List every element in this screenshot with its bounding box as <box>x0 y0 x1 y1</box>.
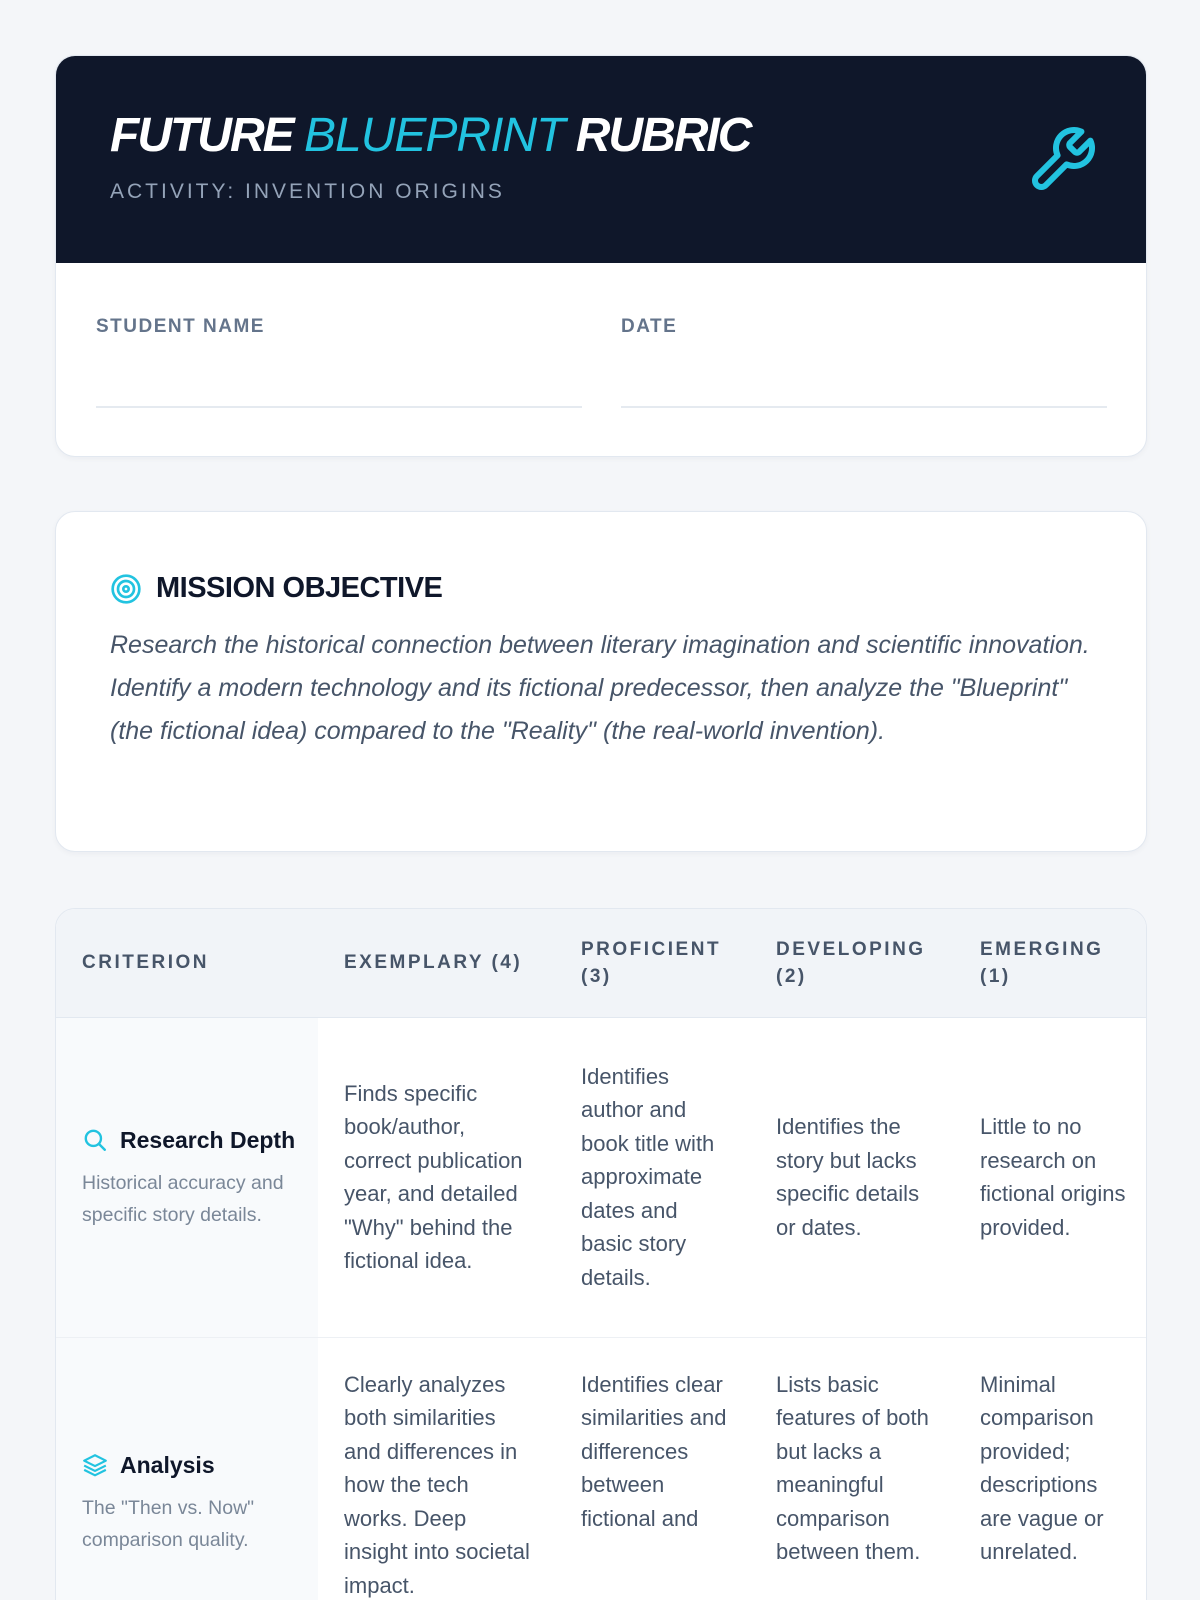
wrench-icon <box>1026 124 1098 196</box>
title-word-blueprint: BLUEPRINT <box>304 109 565 162</box>
page-title <box>110 109 751 162</box>
activity-subtitle: ACTIVITY: INVENTION ORIGINS <box>110 180 505 203</box>
criterion-name: Analysis <box>120 1451 215 1478</box>
exemplary-cell: Clearly analyzes both similarities and differences in how the tech works. Deep insight into societal impact. <box>318 1337 555 1600</box>
criterion-description: The "Then vs. Now" comparison quality. <box>82 1496 255 1551</box>
target-icon <box>110 573 142 605</box>
date-label: DATE <box>621 316 678 337</box>
student-name-field[interactable] <box>96 316 582 338</box>
criterion-name: Research Depth <box>120 1126 296 1153</box>
criterion-description: Historical accuracy and specific story details. <box>82 1171 284 1226</box>
header-emerging: EMERGING (1) <box>954 909 1147 1017</box>
proficient-cell: Identifies author and book title with approximate dates and basic story details. <box>555 1017 750 1337</box>
emerging-cell: Minimal comparison provided; descriptions are vague or unrelated. <box>954 1337 1147 1600</box>
objective-title: MISSION OBJECTIVE <box>156 572 443 604</box>
rubric-table-card <box>55 908 1147 1600</box>
header-proficient: PROFICIENT (3) <box>555 909 750 1017</box>
header-card <box>55 55 1147 457</box>
developing-cell: Identifies the story but lacks specific details or dates. <box>750 1017 954 1337</box>
student-name-label: STUDENT NAME <box>96 316 265 337</box>
exemplary-cell: Finds specific book/author, correct publication year, and detailed "Why" behind the fictional idea. <box>318 1017 555 1337</box>
criterion-cell <box>56 1337 318 1600</box>
objective-text: Research the historical connection between literary imagination and scientific innovation. Identify a modern technology and its fictional predecessor, then analyze the "Blueprint" (the fictional idea) compared to the "Reality" (the real-world invention). <box>110 631 1090 745</box>
table-row <box>56 1017 1147 1337</box>
header-criterion: CRITERION <box>56 909 318 1017</box>
header-developing: DEVELOPING (2) <box>750 909 954 1017</box>
date-line[interactable] <box>621 406 1107 408</box>
proficient-cell: Identifies clear similarities and differences between fictional and <box>555 1337 750 1600</box>
rubric-table <box>56 909 1147 1600</box>
title-word-rubric: RUBRIC <box>575 109 751 162</box>
table-row <box>56 1337 1147 1600</box>
developing-cell: Lists basic features of both but lacks a meaningful comparison between them. <box>750 1337 954 1600</box>
search-icon <box>82 1127 108 1153</box>
table-header-row <box>56 909 1147 1017</box>
layers-icon <box>82 1452 108 1478</box>
header-exemplary: EXEMPLARY (4) <box>318 909 555 1017</box>
criterion-cell <box>56 1017 318 1337</box>
title-banner <box>56 56 1146 263</box>
title-word-future: FUTURE <box>110 109 293 162</box>
student-name-line[interactable] <box>96 406 582 408</box>
date-field[interactable] <box>621 316 1107 338</box>
objective-heading <box>110 572 442 605</box>
mission-objective-card <box>55 511 1147 852</box>
emerging-cell: Little to no research on fictional origins provided. <box>954 1017 1147 1337</box>
